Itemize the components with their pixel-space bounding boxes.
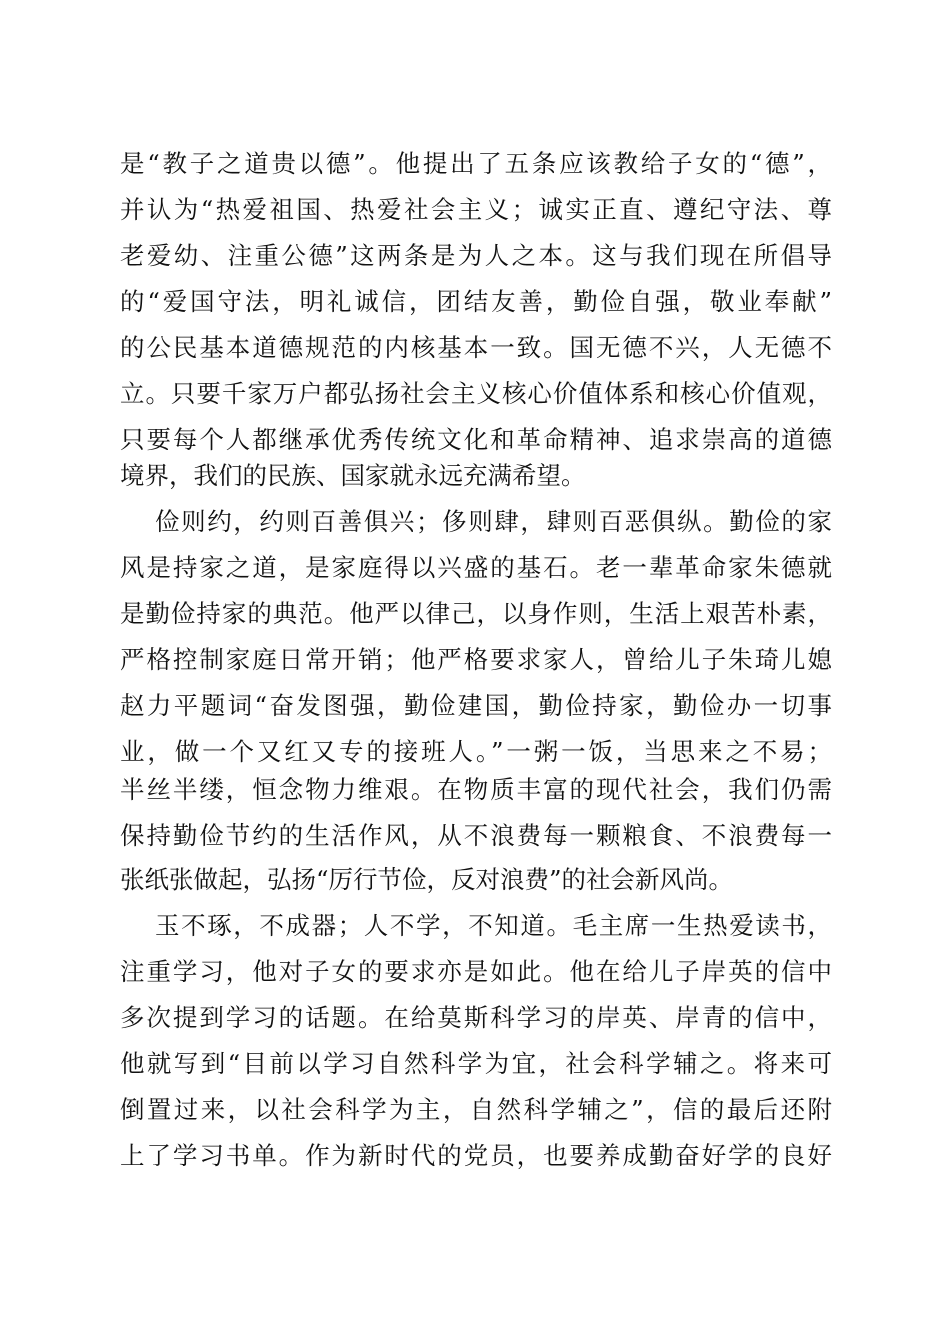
text-line: 严格控制家庭日常开销；他严格要求家人，曾给儿子朱琦儿媳 — [120, 645, 832, 674]
text-line: 风是持家之道，是家庭得以兴盛的基石。老一辈革命家朱德就 — [120, 553, 832, 582]
text-line: 保持勤俭节约的生活作风，从不浪费每一颗粮食、不浪费每一 — [120, 821, 832, 850]
text-line: 并认为“热爱祖国、热爱社会主义；诚实正直、遵纪守法、尊 — [120, 195, 832, 224]
paragraph-first-line: 俭则约，约则百善俱兴；侈则肆，肆则百恶俱纵。勤俭的家 — [155, 507, 832, 536]
text-line: 半丝半缕，恒念物力维艰。在物质丰富的现代社会，我们仍需 — [120, 775, 832, 804]
text-line: 境界，我们的民族、国家就永远充满希望。 — [120, 461, 586, 490]
text-line: 他就写到“目前以学习自然科学为宜，社会科学辅之。将来可 — [120, 1049, 832, 1078]
text-line: 是“教子之道贵以德”。他提出了五条应该教给子女的“德”， — [120, 149, 832, 178]
text-line: 立。只要千家万户都弘扬社会主义核心价值体系和核心价值观， — [120, 379, 832, 408]
text-line: 的“爱国守法，明礼诚信，团结友善，勤俭自强，敬业奉献” — [120, 287, 832, 316]
text-line: 业，做一个又红又专的接班人。”一粥一饭，当思来之不易； — [120, 737, 832, 766]
text-line: 多次提到学习的话题。在给莫斯科学习的岸英、岸青的信中， — [120, 1003, 832, 1032]
text-line: 倒置过来，以社会科学为主，自然科学辅之”，信的最后还附 — [120, 1095, 832, 1124]
text-line: 上了学习书单。作为新时代的党员，也要养成勤奋好学的良好 — [120, 1141, 832, 1170]
text-line: 赵力平题词“奋发图强，勤俭建国，勤俭持家，勤俭办一切事 — [120, 691, 832, 720]
paragraph-first-line: 玉不琢，不成器；人不学，不知道。毛主席一生热爱读书， — [155, 911, 832, 940]
text-line: 注重学习，他对子女的要求亦是如此。他在给儿子岸英的信中 — [120, 957, 832, 986]
text-line: 是勤俭持家的典范。他严以律己，以身作则，生活上艰苦朴素， — [120, 599, 832, 628]
text-line: 的公民基本道德规范的内核基本一致。国无德不兴，人无德不 — [120, 333, 832, 362]
text-line: 只要每个人都继承优秀传统文化和革命精神、追求崇高的道德 — [120, 425, 832, 454]
text-line: 老爱幼、注重公德”这两条是为人之本。这与我们现在所倡导 — [120, 241, 832, 270]
text-line: 张纸张做起，弘扬“厉行节俭，反对浪费”的社会新风尚。 — [120, 865, 734, 894]
